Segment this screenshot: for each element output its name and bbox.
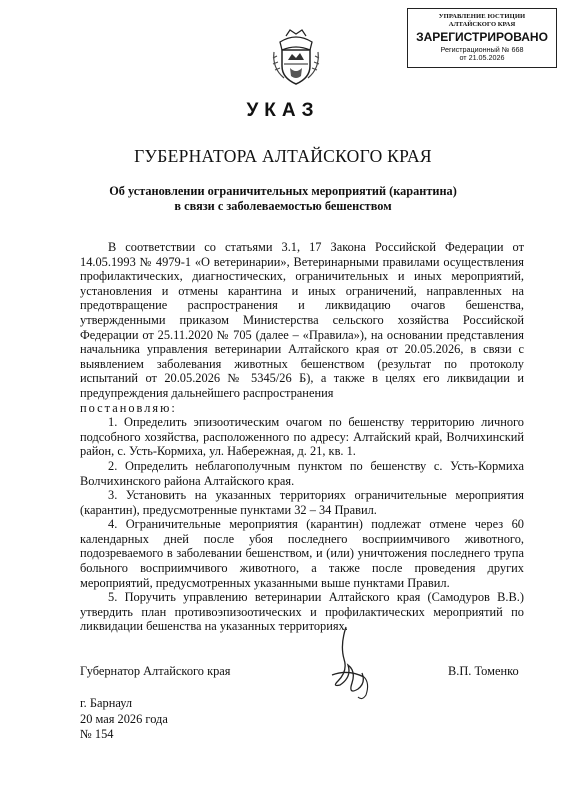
issuer-title: ГУБЕРНАТОРА АЛТАЙСКОГО КРАЯ xyxy=(134,146,432,166)
decree-item-3: 3. Установить на указанных территориях ограничительные мероприятия (карантин), предусмотренные пунктами 32 – 34 Правил. xyxy=(80,488,524,517)
issue-place: г. Барнаул xyxy=(80,696,133,710)
subject-line-2: в связи с заболеваемостью бешенством xyxy=(174,199,392,213)
issue-details xyxy=(80,696,168,743)
document-subject xyxy=(0,184,566,214)
preamble-paragraph: В соответствии со статьями 3.1, 17 Закона Российской Федерации от 14.05.1993 № 4979-1 «О ветеринарии», Ветеринарными правилами осуществления профилактических, диагностических, ограничительных и иных мероприятий, установления и отмены карантина и иных ограничений, направленных на предотвращение распространения и ликвидацию очагов бешенства, утвержденными приказом Министерства сельского хозяйства Российской Федерации от 25.11.2020 № 705 (далее – «Правила»), на основании представления начальника управления ветеринарии Алтайского края от 20.05.2026, в связи с выявлением заболевания животных бешенством (результат по протоколу испытаний от 20.05.2026 № 5345/26 Б), а также в целях его ликвидации и предупреждения дальнейшего распространения xyxy=(80,240,524,400)
decree-item-4: 4. Ограничительные мероприятия (карантин) подлежат отмене через 60 календарных дней после убоя последнего восприимчивого животного, подозреваемого в заболевании бешенством, и (или) уничтожения последнего трупа больного восприимчивого животного, а также после проведения других мероприятий, предусмотренных указанными выше пунктами Правил. xyxy=(80,517,524,590)
decree-number: № 154 xyxy=(80,727,114,741)
signatory-name: В.П. Томенко xyxy=(448,664,519,678)
stamp-line-1: УПРАВЛЕНИЕ ЮСТИЦИИ xyxy=(438,13,526,20)
subject-line-1: Об установлении ограничительных мероприятий (карантина) xyxy=(109,184,457,198)
document-type-title: УКАЗ xyxy=(246,100,320,121)
decree-word: постановляю: xyxy=(80,400,177,415)
signatory-position: Губернатор Алтайского края xyxy=(80,664,231,678)
handwritten-signature-icon xyxy=(318,625,378,703)
document-body xyxy=(80,240,524,634)
registration-stamp xyxy=(407,8,557,68)
stamp-reg-number: Регистрационный № 668 xyxy=(440,45,524,54)
decree-item-5: 5. Поручить управлению ветеринарии Алтайского края (Самодуров В.В.) утвердить план противоэпизоотических и профилактических мероприятий по ликвидации бешенства на указанных территориях. xyxy=(80,590,524,634)
stamp-status: ЗАРЕГИСТРИРОВАНО xyxy=(416,30,548,44)
decree-item-2: 2. Определить неблагополучным пунктом по бешенству с. Усть-Кормиха Волчихинского района Алтайского края. xyxy=(80,458,524,488)
issue-date: 20 мая 2026 года xyxy=(80,711,168,726)
stamp-line-2: АЛТАЙСКОГО КРАЯ xyxy=(448,20,516,28)
decree-item-1: 1. Определить эпизоотическим очагом по бешенству территорию личного подсобного хозяйства, расположенного по адресу: Алтайский край, Волчихинский район, с. Усть-Кормиха, ул. Набережная, д. 21, кв. 1. xyxy=(80,415,524,459)
stamp-reg-date: от 21.05.2026 xyxy=(459,53,505,62)
coat-of-arms-icon xyxy=(270,28,322,86)
